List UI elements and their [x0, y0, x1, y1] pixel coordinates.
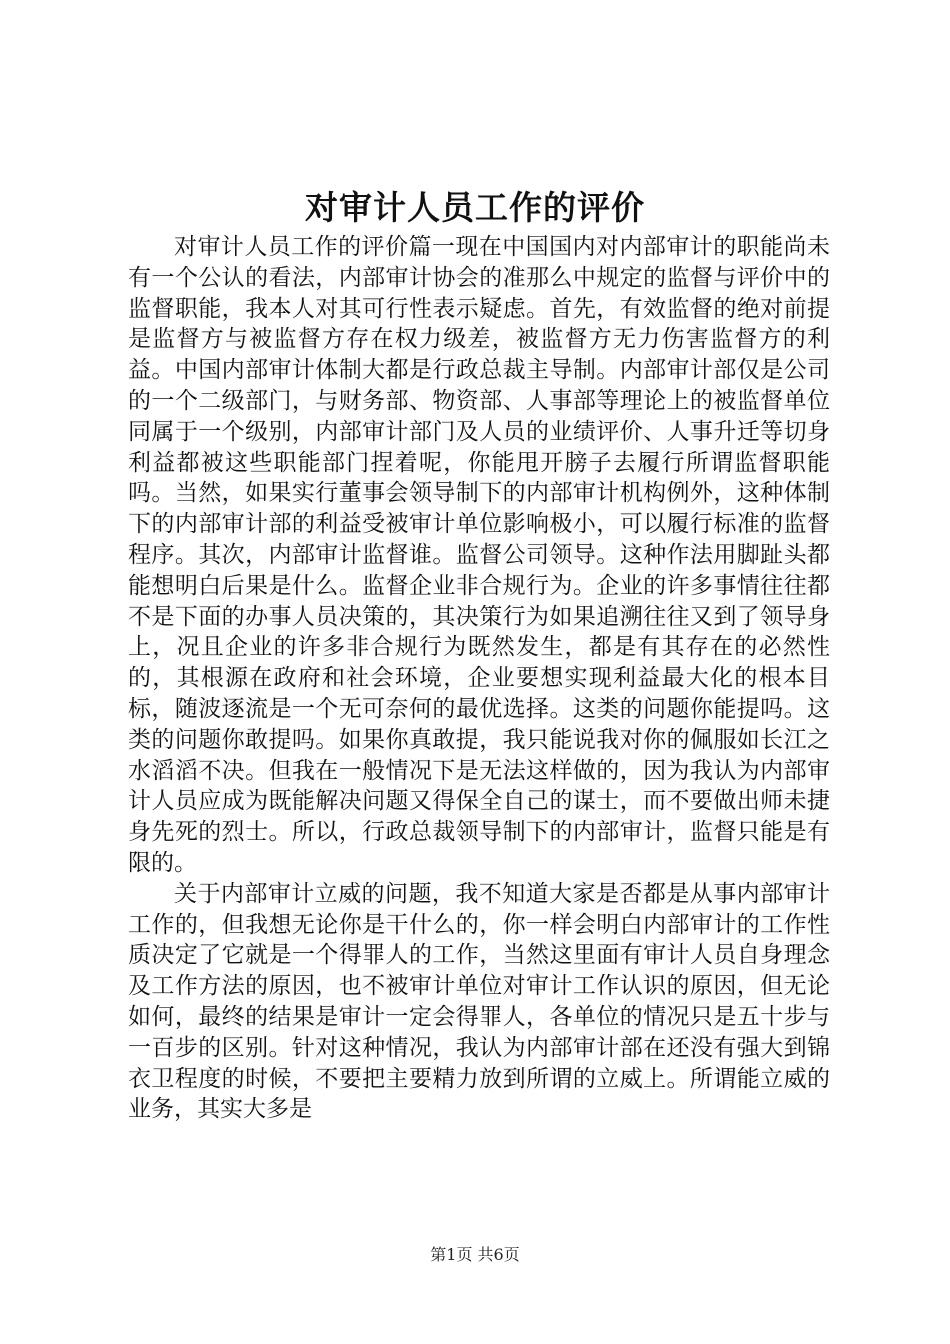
document-body [128, 232, 830, 1125]
document-title: 对审计人员工作的评价 [305, 188, 645, 227]
page-footer: 第1页 共6页 [430, 1245, 520, 1264]
paragraph-1: 对审计人员工作的评价篇一现在中国国内对内部审计的职能尚未有一个公认的看法，内部审计协会的准那么中规定的监督与评价中的监督职能，我本人对其可行性表示疑虑。首先，有效监督的绝对前提是监督方与被监督方存在权力级差，被监督方无力伤害监督方的利益。中国内部审计体制大都是行政总裁主导制。内部审计部仅是公司的一个二级部门，与财务部、物资部、人事部等理论上的被监督单位同属于一个级别，内部审计部门及人员的业绩评价、人事升迁等切身利益都被这些职能部门捏着呢，你能甩开膀子去履行所谓监督职能吗。当然，如果实行董事会领导制下的内部审计机构例外，这种体制下的内部审计部的利益受被审计单位影响极小，可以履行标准的监督程序。其次，内部审计监督谁。监督公司领导。这种作法用脚趾头都能想明白后果是什么。监督企业非合规行为。企业的许多事情往往都不是下面的办事人员决策的，其决策行为如果追溯往往又到了领导身上，况且企业的许多非合规行为既然发生，都是有其存在的必然性的，其根源在政府和社会环境，企业要想实现利益最大化的根本目标，随波逐流是一个无可奈何的最优选择。这类的问题你能提吗。这类的问题你敢提吗。如果你真敢提，我只能说我对你的佩服如长江之水滔滔不决。但我在一般情况下是无法这样做的，因为我认为内部审计人员应成为既能解决问题又得保全自己的谋士，而不要做出师未捷身先死的烈士。所以，行政总裁领导制下的内部审计，监督只能是有限的。 [128, 234, 830, 876]
paragraph-2: 关于内部审计立威的问题，我不知道大家是否都是从事内部审计工作的，但我想无论你是干什么的，你一样会明白内部审计的工作性质决定了它就是一个得罪人的工作，当然这里面有审计人员自身理念及工作方法的原因，也不被审计单位对审计工作认识的原因，但无论如何，最终的结果是审计一定会得罪人，各单位的情况只是五十步与一百步的区别。针对这种情况，我认为内部审计部在还没有强大到锦衣卫程度的时候，不要把主要精力放到所谓的立威上。所谓能立威的业务，其实大多是 [128, 880, 830, 1123]
